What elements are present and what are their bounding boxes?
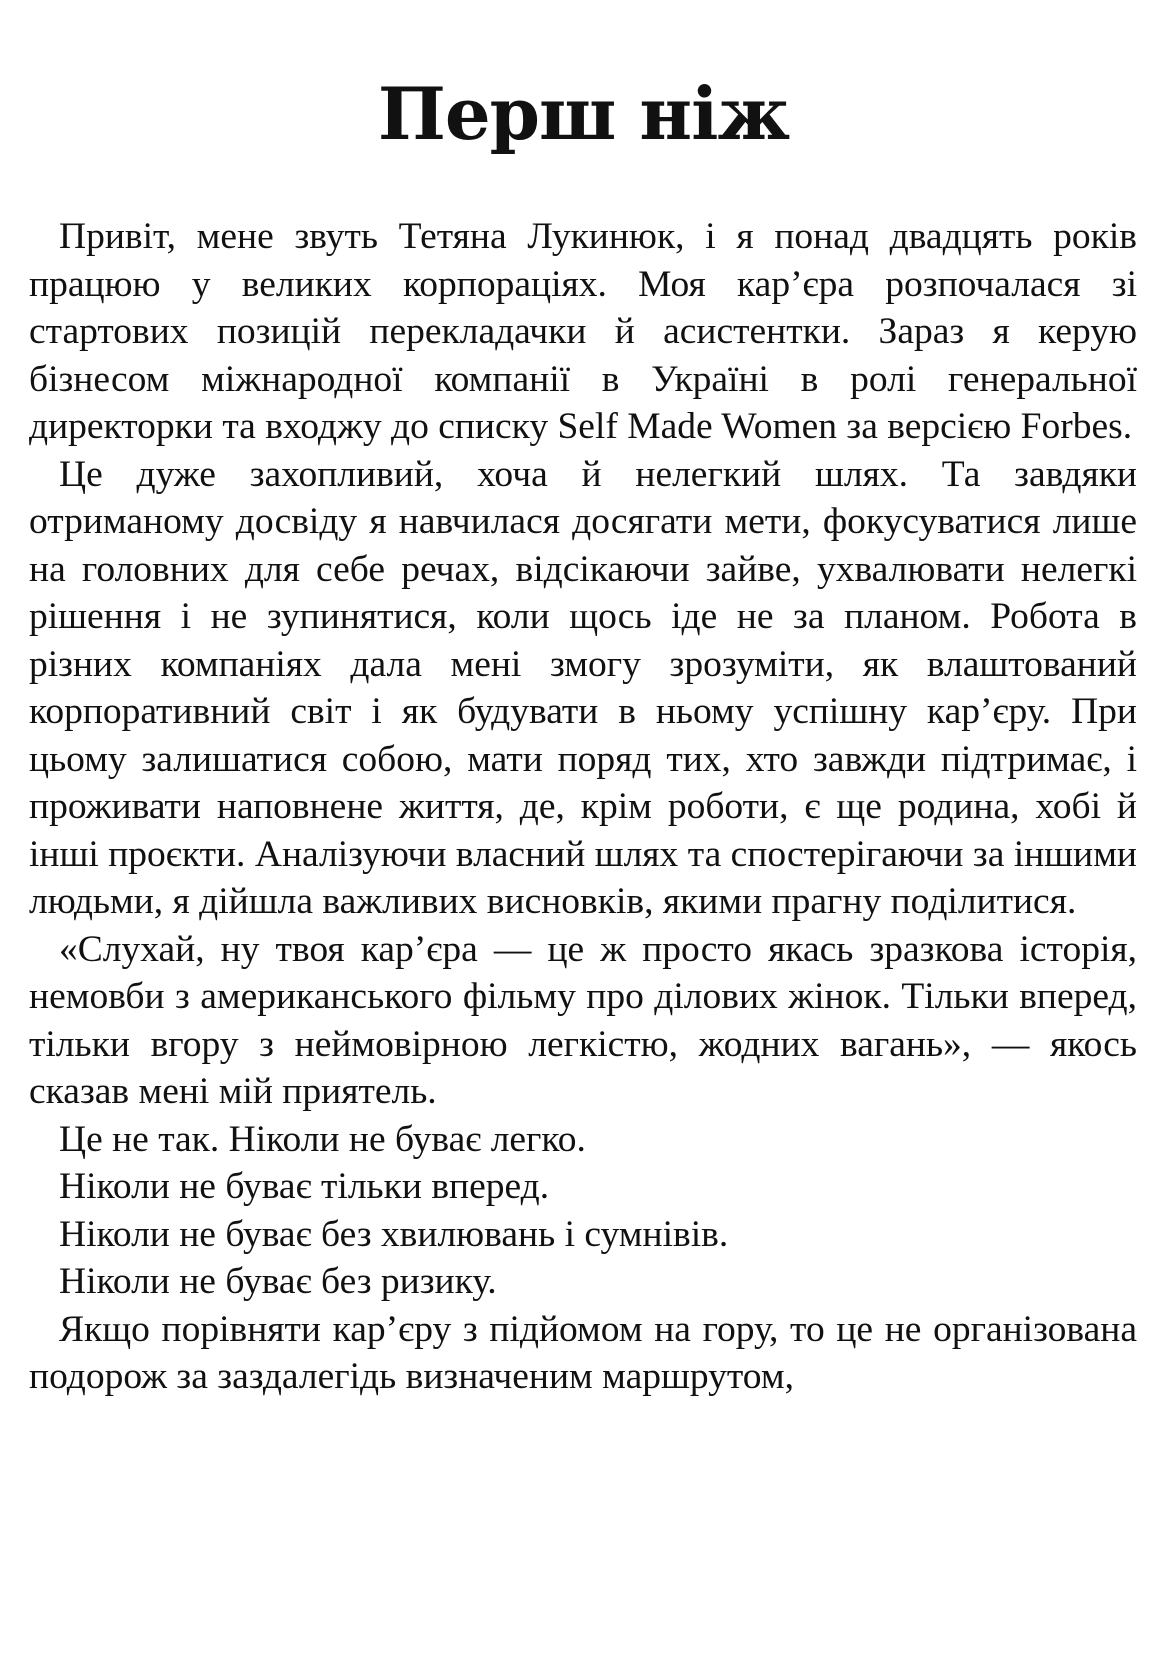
paragraph: Ніколи не буває тільки вперед.	[59, 1166, 550, 1207]
paragraph: «Слухай, ну твоя кар’єра — це ж просто якась зразкова історія, немовби з американського фільму про ділових жінок. Тільки вперед, тільки вгору з неймовірною легкістю, жодних вагань», — якось сказав мені мій приятель.	[29, 928, 1137, 1112]
paragraph: Ніколи не буває без ризику.	[59, 1261, 497, 1302]
paragraph: Ніколи не буває без хвилювань і сумнівів.	[59, 1213, 729, 1255]
paragraph: Це не так. Ніколи не буває легко.	[59, 1118, 586, 1160]
paragraph: Привіт, мене звуть Тетяна Лукинюк, і я понад двадцять років працюю у великих корпораціях. Моя кар’єра розпочалася зі стартових позицій перекладачки й асистентки. Зараз я керую бізнесом міжнародної компанії в Україні в ролі генеральної директорки та входжу до списку Self Made Women за версією Forbes.	[29, 216, 1137, 447]
paragraph: Це дуже захопливий, хоча й нелегкий шлях. Та завдяки отриманому досвіду я навчилася досягати мети, фокусуватися лише на головних для себе речах, відсікаючи зайве, ухвалювати нелегкі рішення і не зупинятися, коли щось іде не за планом. Робота в різних компаніях дала мені змогу зрозуміти, як влаштований корпоративний світ і як будувати в ньому успішну кар’єру. При цьому залишатися собою, мати поряд тих, хто завжди підтримає, і проживати наповнене життя, де, крім роботи, є ще родина, хобі й інші проєкти. Аналізуючи власний шлях та спостерігаючи за іншими людьми, я дійшла важливих висновків, якими прагну поділитися.	[29, 453, 1137, 922]
chapter-body	[29, 213, 1137, 1401]
paragraph: Якщо порівняти кар’єру з підйомом на гору, то це не організована подорож за заздалегідь визначеним маршрутом,	[29, 1308, 1137, 1397]
chapter-title: Перш ніж	[377, 71, 790, 156]
